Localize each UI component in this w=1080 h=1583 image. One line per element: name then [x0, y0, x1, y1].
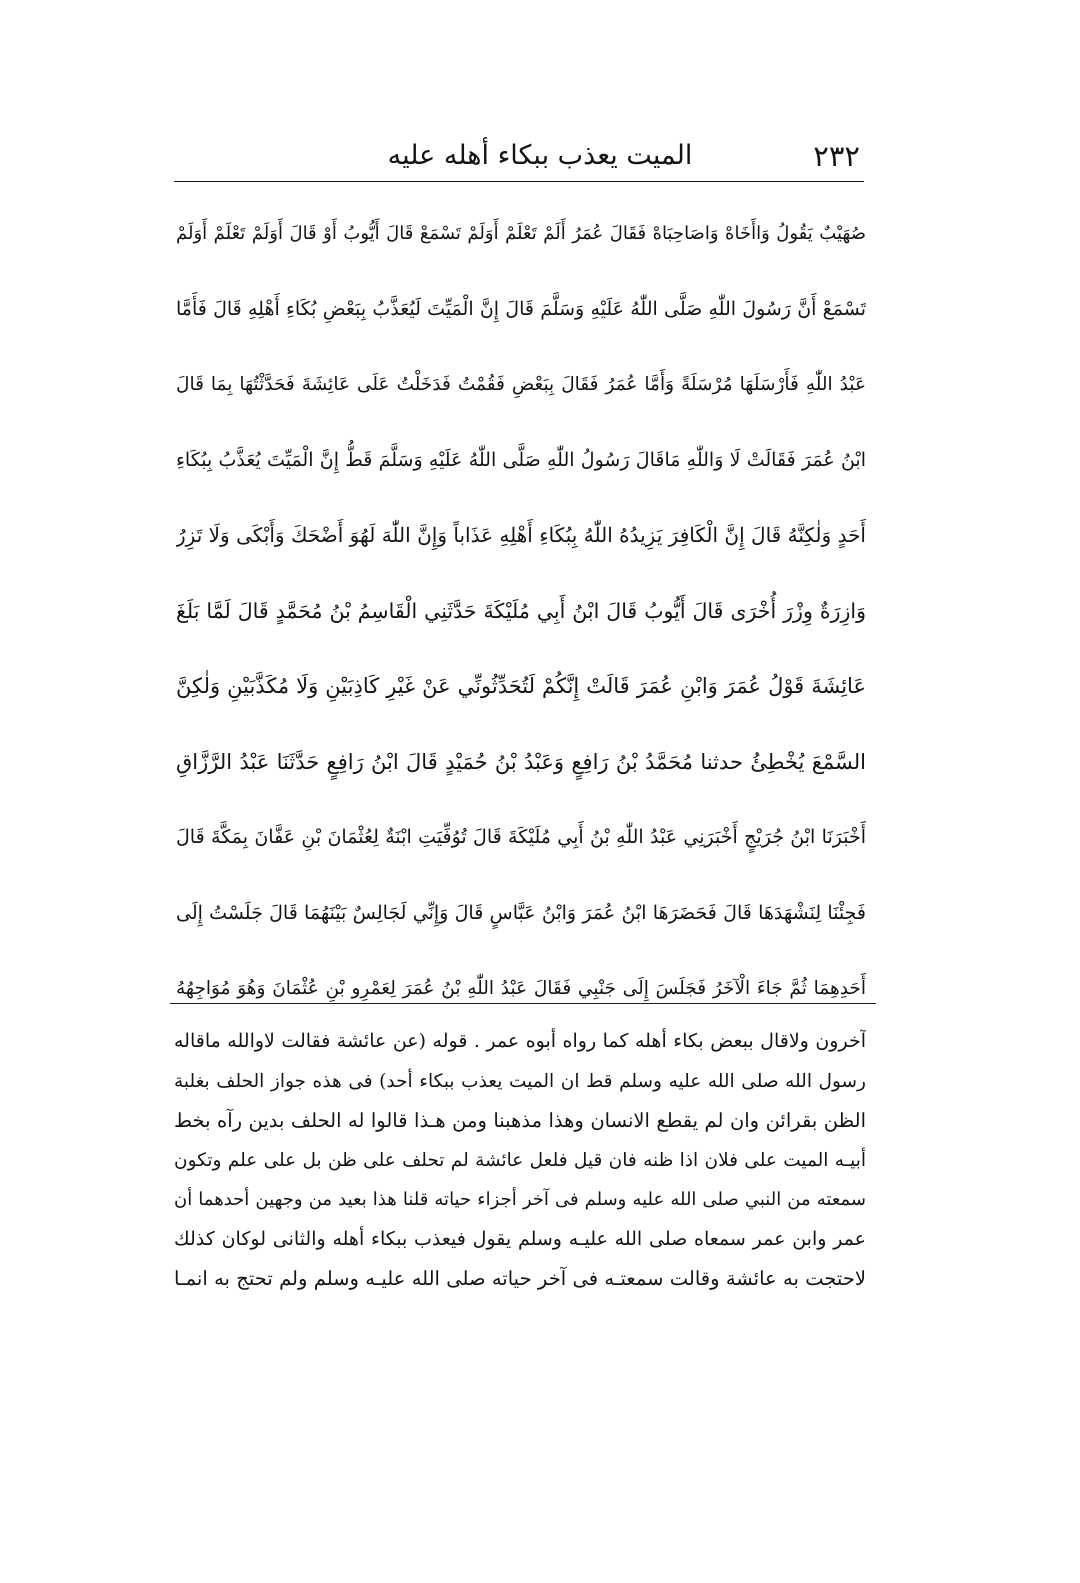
- text-line: السَّمْعَ يُخْطِئُ حدثنا مُحَمَّدُ بْنُ رَافِعٍ وَعَبْدُ بْنُ حُمَيْدٍ قَالَ ابْنُ رَافِعٍ حَدَّثَنَا عَبْدُ الرَّزَّاقِ: [176, 749, 866, 774]
- commentary-text: [174, 1022, 866, 1299]
- commentary-line: سمعته من النبي صلى الله عليه وسلم فى آخر أجزاء حياته قلنا هذا بعيد من وجهين أحدهما أن: [174, 1189, 866, 1210]
- running-head-title: الميت يعذب ببكاء أهله عليه: [387, 140, 693, 171]
- text-line: عَبْدُ اللّٰهِ فَأَرْسَلَهَا مُرْسَلَةً وَأَمَّا عُمَرُ فَقَالَ بِبَعْضِ فَقُمْتُ فَدَخَلْتُ عَلَى عَائِشَةَ فَحَدَّثْتُهَا بِمَا قَالَ: [176, 374, 866, 395]
- text-line: أَخْبَرَنَا ابْنُ جُرَيْجٍ أَخْبَرَنِي عَبْدُ اللّٰهِ بْنُ أَبِي مُلَيْكَةَ قَالَ تُوُفِّيَتِ ابْنَةٌ لِعُثْمَانَ بْنِ عَفَّانَ بِمَكَّةَ قَالَ: [176, 826, 866, 848]
- text-line: تَسْمَعْ أَنَّ رَسُولَ اللّٰهِ صَلَّى اللّٰهُ عَلَيْهِ وَسَلَّمَ قَالَ إِنَّ الْمَيِّتَ لَيُعَذَّبُ بِبَعْضِ بُكَاءِ أَهْلِهِ قَالَ فَأَمَّا: [176, 297, 866, 320]
- running-head: [180, 134, 860, 178]
- commentary-separator: [170, 1003, 876, 1004]
- text-line: وَازِرَةٌ وِزْرَ أُخْرَى قَالَ أَيُّوبُ قَالَ ابْنُ أَبِي مُلَيْكَةَ حَدَّثَنِي الْقَاسِمُ بْنُ مُحَمَّدٍ قَالَ لَمَّا بَلَغَ: [176, 598, 866, 623]
- text-line: ابْنُ عُمَرَ فَقَالَتْ لَا وَاللّٰهِ مَاقَالَ رَسُولُ اللّٰهِ صَلَّى اللّٰهُ عَلَيْهِ وَسَلَّمَ قَطُّ إِنَّ الْمَيِّتَ يُعَذَّبُ بِبُكَاءِ: [176, 448, 866, 471]
- commentary-line: لاحتجت به عائشة وقالت سمعتـه فى آخر حياته صلى الله عليـه وسلم ولم تحتج به انمـا: [174, 1267, 866, 1290]
- page-number: ٢٣٢: [813, 139, 860, 173]
- commentary-line: آخرون ولاقال ببعض بكاء أهله كما رواه أبوه عمر . قوله (عن عائشة فقالت لاوالله ماقاله: [174, 1030, 866, 1052]
- text-line: أَحَدِهِمَا ثُمَّ جَاءَ الْآخَرُ فَجَلَسَ إِلَى جَنْبِي فَقَالَ عَبْدُ اللّٰهِ بْنُ عُمَرَ لِعَمْرِو بْنِ عُثْمَانَ وَهُوَ مُوَاجِهُهُ: [176, 978, 866, 999]
- header-rule: [174, 181, 864, 182]
- hadith-text: [176, 196, 866, 1027]
- text-line: فَجِئْنَا لِنَشْهَدَهَا قَالَ فَحَضَرَهَا ابْنُ عُمَرَ وَابْنُ عَبَّاسٍ قَالَ وَإِنِّي لَجَالِسٌ بَيْنَهُمَا قَالَ جَلَسْتُ إِلَى: [176, 901, 866, 924]
- commentary-line: أبيـه الميت على فلان اذا ظنه فان قيل فلعل عائشة لم تحلف على ظن بل على علم وتكون: [174, 1149, 866, 1171]
- text-line: عَائِشَةَ قَوْلُ عُمَرَ وَابْنِ عُمَرَ قَالَتْ إِنَّكُمْ لَتُحَدِّثُونِّي عَنْ غَيْرِ كَاذِبَيْنِ وَلَا مُكَذَّبَيْنِ وَلٰكِنَّ: [176, 674, 866, 698]
- commentary-line: الظن بقرائن وان لم يقطع الانسان وهذا مذهبنا ومن هـذا قالوا له الحلف بدين رآه بخط: [174, 1109, 866, 1132]
- commentary-line: عمر وابن عمر سمعاه صلى الله عليـه وسلم يقول فيعذب ببكاء أهله والثانى لوكان كذلك: [174, 1227, 866, 1250]
- text-line: أَحَدٍ وَلٰكِنَّهُ قَالَ إِنَّ الْكَافِرَ يَزِيدُهُ اللّٰهُ بِبُكَاءِ أَهْلِهِ عَذَاباً وَإِنَّ اللّٰهَ لَهُوَ أَضْحَكَ وَأَبْكَى وَلَا تَزِرُ: [176, 523, 866, 547]
- text-line: صُهَيْبٌ يَقُولُ وَاأَخَاهْ وَاصَاحِبَاهْ فَقَالَ عُمَرُ أَلَمْ تَعْلَمْ أَوَلَمْ تَسْمَعْ قَالَ أَيُّوبُ أَوْ قَالَ أَوَلَمْ تَعْلَمْ أَوَلَمْ: [176, 223, 866, 244]
- commentary-line: رسول الله صلى الله عليه وسلم قط ان الميت يعذب ببكاء أحد) فى هذه جواز الحلف بغلبة: [174, 1070, 866, 1092]
